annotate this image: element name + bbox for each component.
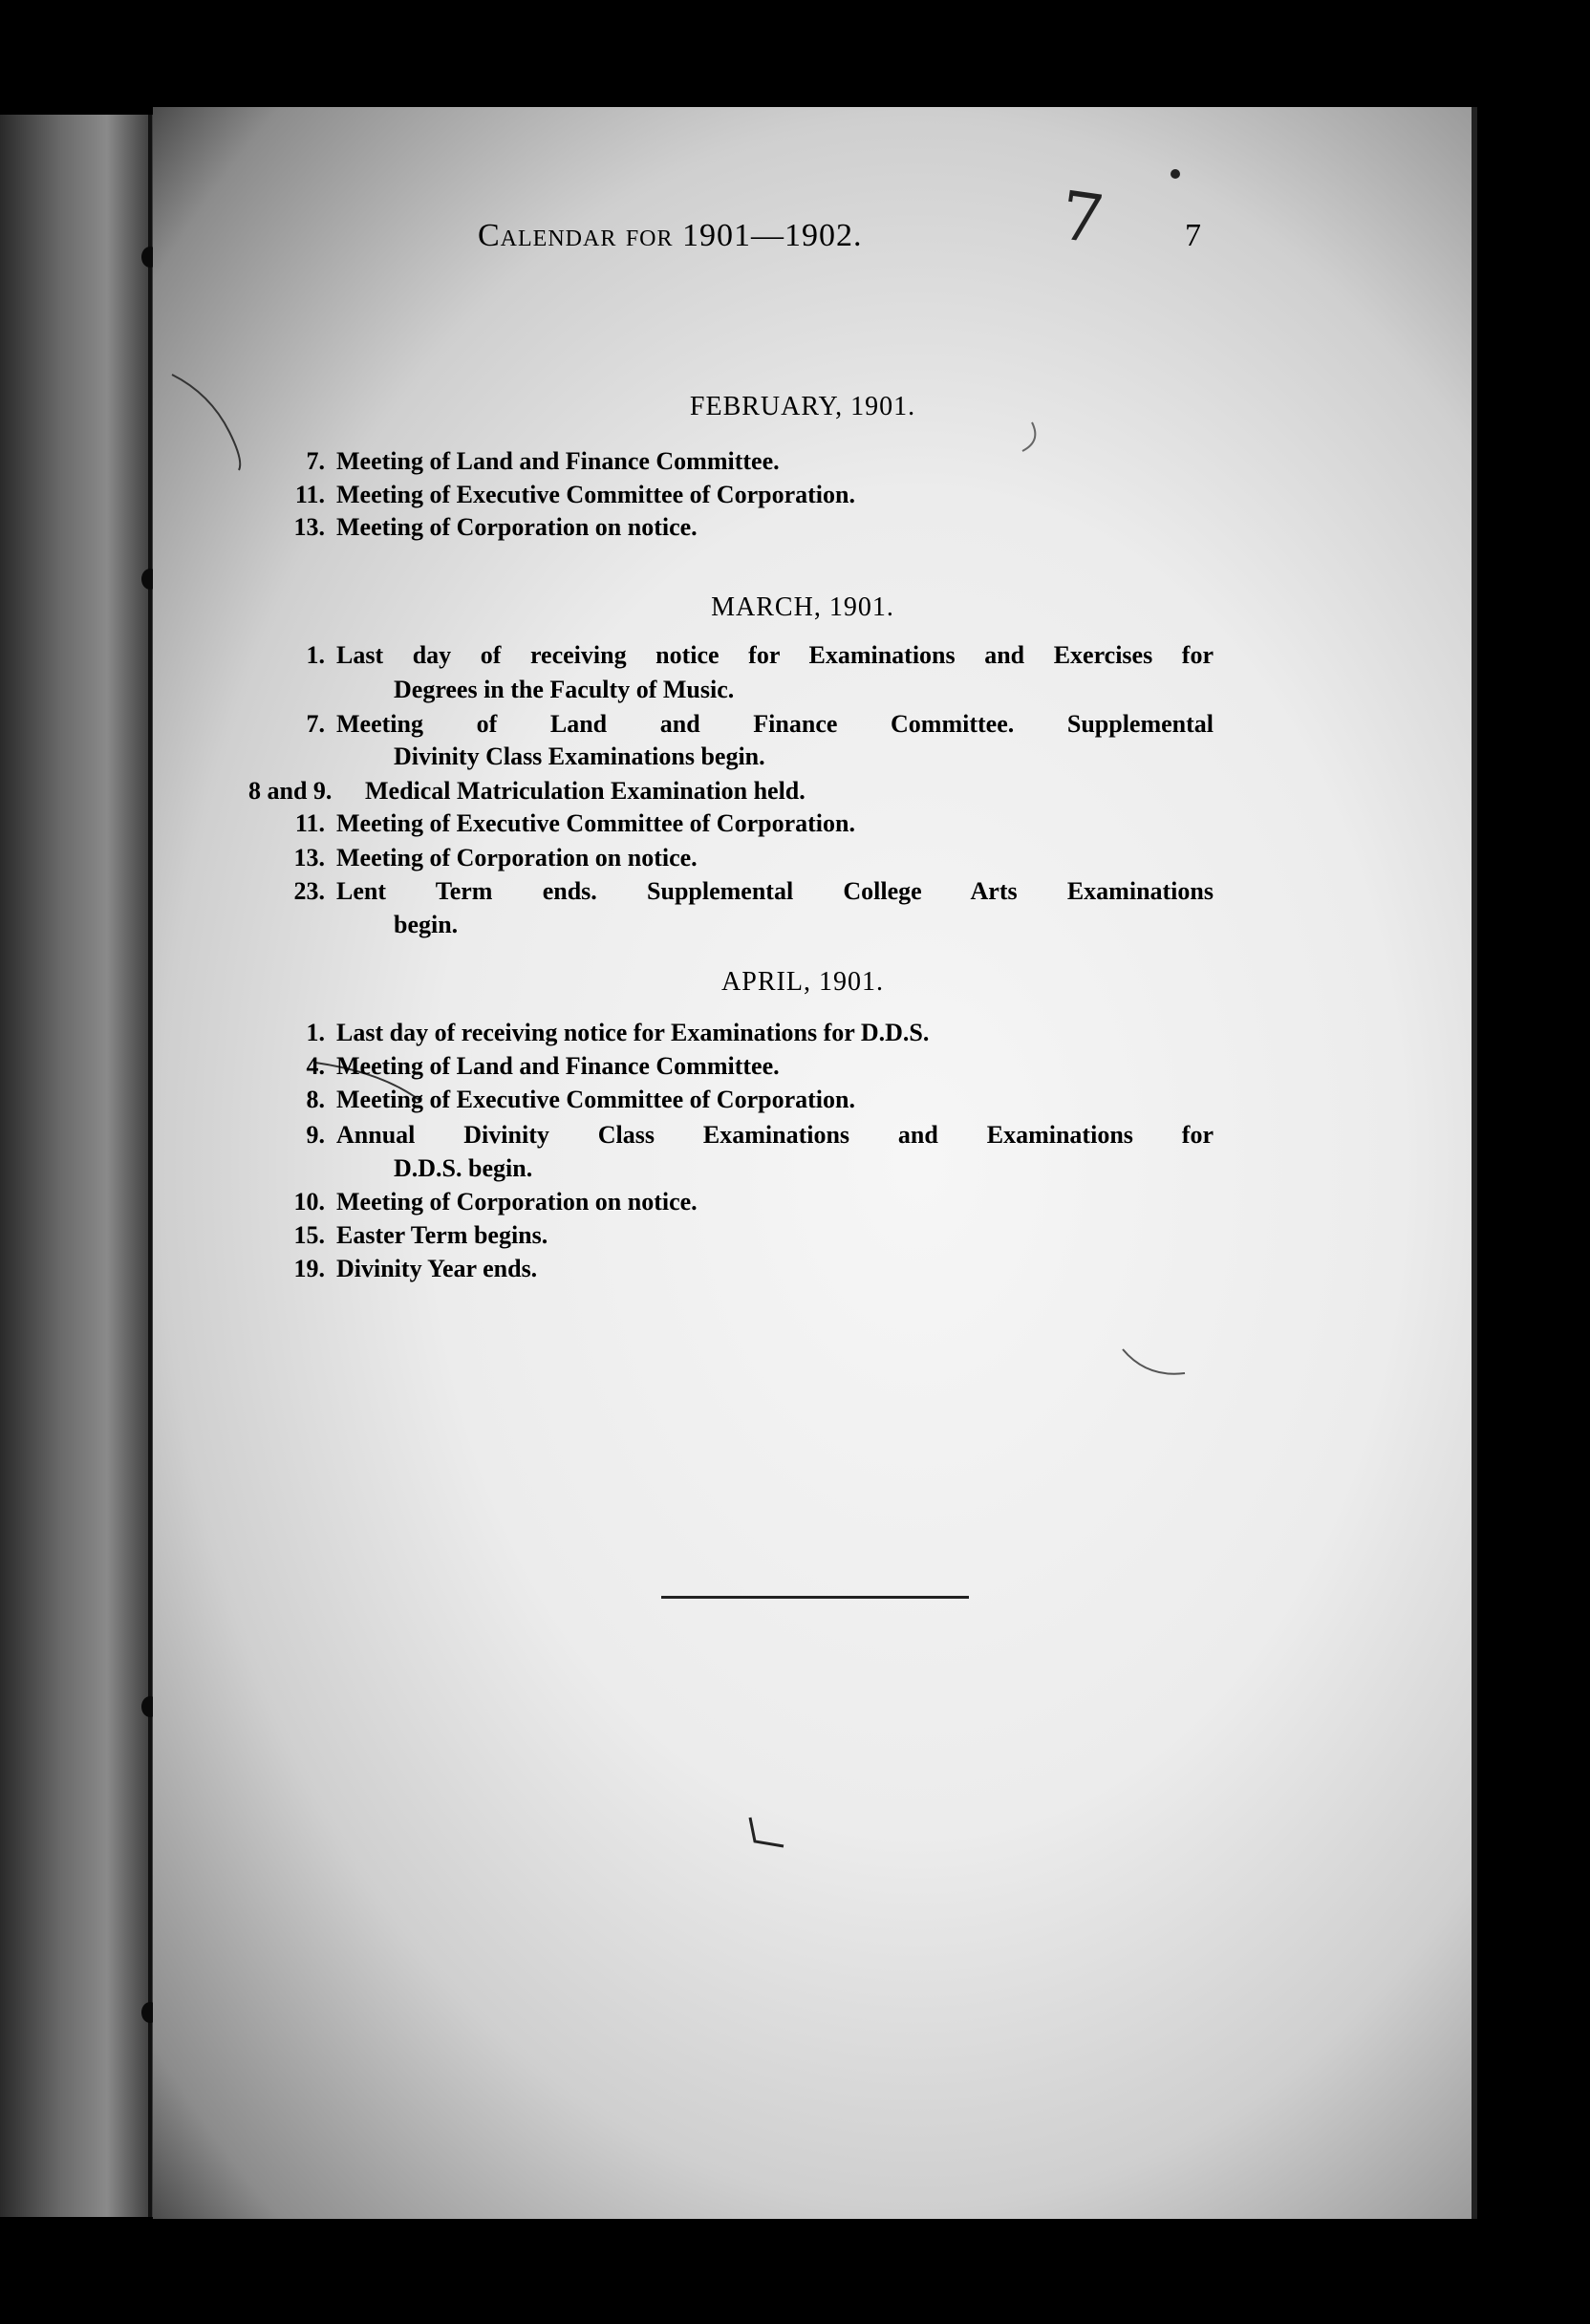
entry-text: Last day of receiving notice for Examinations for D.D.S.: [336, 1019, 930, 1046]
entry-day: 13.: [293, 513, 325, 541]
month-heading-february: FEBRUARY, 1901.: [689, 392, 916, 421]
entry-text-continued: Degrees in the Faculty of Music.: [394, 676, 735, 703]
running-header: [478, 218, 1242, 266]
entry-text: Easter Term begins.: [336, 1221, 548, 1249]
entry-text: Meeting of Executive Committee of Corporation.: [336, 809, 855, 837]
entry-day: 7.: [306, 710, 325, 738]
entry-day: 13.: [293, 844, 325, 872]
entry-text: Meeting of Executive Committee of Corporation.: [336, 481, 855, 508]
entry-text-continued: D.D.S. begin.: [394, 1154, 533, 1182]
entry-day: 11.: [294, 481, 325, 508]
entry-text-continued: Divinity Class Examinations begin.: [394, 742, 765, 770]
page-title: Calendar for 1901—1902.: [478, 218, 863, 253]
page-number: 7: [1185, 218, 1201, 253]
facing-page-edge: [0, 115, 153, 2217]
entry-text: Meeting of Land and Finance Committee.: [336, 447, 780, 475]
entry-day: 15.: [293, 1221, 325, 1249]
entry-day: 7.: [306, 447, 325, 475]
entry-text: Meeting of Land and Finance Committee. Supplemental: [336, 710, 1214, 738]
entry-text: Meeting of Land and Finance Committee.: [336, 1052, 780, 1080]
binding-line: [148, 115, 152, 2217]
month-heading-april: APRIL, 1901.: [721, 967, 884, 997]
entry-day: 1.: [306, 641, 325, 669]
entry-day: 1.: [306, 1019, 325, 1046]
entry-day: 19.: [293, 1255, 325, 1282]
entry-day: 23.: [293, 877, 325, 905]
entry-day: 4.: [306, 1052, 325, 1080]
entry-text: Meeting of Corporation on notice.: [336, 513, 698, 541]
entry-text: Medical Matriculation Examination held.: [365, 777, 806, 805]
page-edge-shadow: [1472, 107, 1477, 2219]
entry-text: Divinity Year ends.: [336, 1255, 538, 1282]
entry-text-continued: begin.: [394, 911, 459, 938]
section-divider: [661, 1596, 969, 1599]
pencil-page-number: 7: [1055, 176, 1109, 260]
entry-day: 10.: [293, 1188, 325, 1216]
entry-text: Lent Term ends. Supplemental College Arts Examinations: [336, 877, 1214, 905]
entry-text: Meeting of Executive Committee of Corporation.: [336, 1086, 855, 1113]
entry-day: 8.: [306, 1086, 325, 1113]
entry-day: 8 and 9.: [248, 777, 333, 805]
entry-text: Meeting of Corporation on notice.: [336, 1188, 698, 1216]
entry-day: 9.: [306, 1121, 325, 1149]
entry-text: Last day of receiving notice for Examinations and Exercises for: [336, 641, 1214, 669]
month-heading-march: MARCH, 1901.: [711, 592, 894, 622]
entry-text: Annual Divinity Class Examinations and Examinations for: [336, 1121, 1214, 1149]
entry-day: 11.: [294, 809, 325, 837]
entry-text: Meeting of Corporation on notice.: [336, 844, 698, 872]
